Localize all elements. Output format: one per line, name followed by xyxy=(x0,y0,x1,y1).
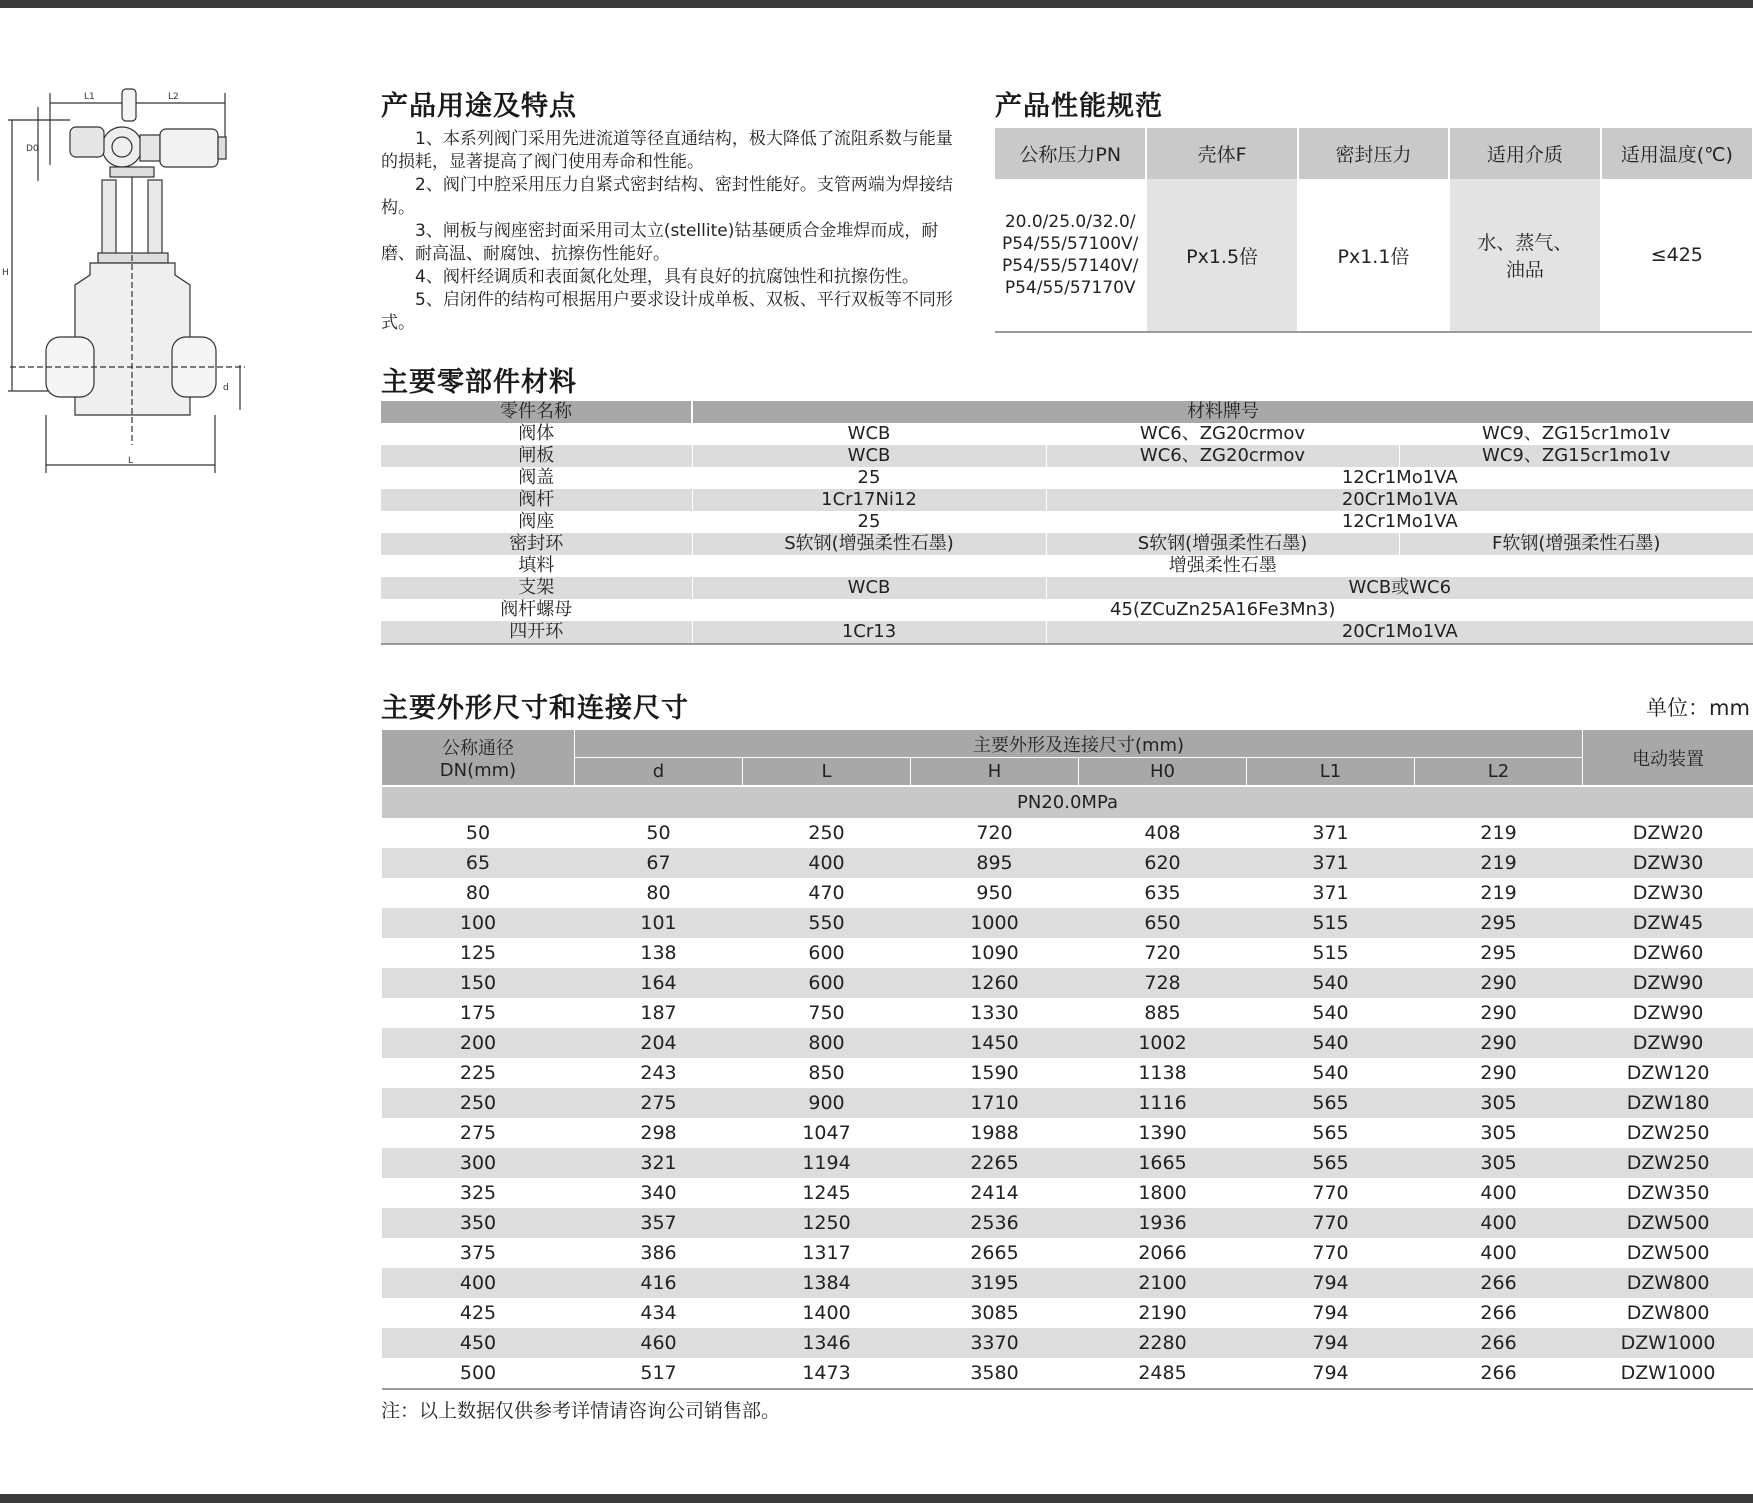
medium-line: 油品 xyxy=(1505,259,1544,281)
dims-cell: 720 xyxy=(1144,942,1181,964)
dims-cell: 371 xyxy=(1312,882,1349,904)
perf-header: 适用温度(℃) xyxy=(1601,128,1752,179)
table-row xyxy=(382,1298,1753,1328)
table-row xyxy=(382,908,1753,938)
dims-cell: 219 xyxy=(1415,848,1583,878)
dims-cell: 450 xyxy=(382,1328,575,1358)
dims-cell: 1473 xyxy=(743,1358,911,1389)
dims-cell: 219 xyxy=(1480,882,1517,904)
perf-table xyxy=(995,128,1752,333)
dims-cell: 794 xyxy=(1247,1328,1415,1358)
material-cell: WCB xyxy=(692,577,1046,599)
dims-cell: DZW500 xyxy=(1626,1242,1710,1264)
table-row xyxy=(382,878,1753,908)
dims-cell: DZW30 xyxy=(1583,848,1753,878)
table-row xyxy=(382,998,1753,1028)
material-cell: F软钢(增强柔性石墨) xyxy=(1399,533,1753,555)
dims-cell: 434 xyxy=(640,1302,677,1324)
dims-cell: DZW180 xyxy=(1583,1088,1753,1118)
part-name: 闸板 xyxy=(381,445,692,467)
dims-cell: 515 xyxy=(1312,942,1349,964)
footnote: 注：以上数据仅供参考详情请咨询公司销售部。 xyxy=(381,1400,781,1422)
dims-cell: 200 xyxy=(382,1028,575,1058)
perf-pressure xyxy=(995,179,1146,332)
dims-cell: 175 xyxy=(459,1002,497,1024)
material-cell: 25 xyxy=(692,511,1046,533)
dims-cell: 400 xyxy=(743,848,911,878)
dims-cell: 1590 xyxy=(970,1062,1019,1084)
dims-cell: 635 xyxy=(1144,882,1181,904)
dims-cell: 1384 xyxy=(743,1268,911,1298)
perf-header: 壳体F xyxy=(1146,128,1297,179)
unit-label: 单位：mm xyxy=(1646,696,1750,720)
perf-shell: Px1.5倍 xyxy=(1146,179,1297,332)
material-cell: WC6、ZG20crmov xyxy=(1046,423,1399,445)
dims-cell: 2536 xyxy=(911,1208,1079,1238)
dims-cell: 290 xyxy=(1480,1002,1517,1024)
material-cell: 1Cr17Ni12 xyxy=(692,489,1046,511)
dims-cell: 80 xyxy=(465,882,491,904)
dims-cell: 100 xyxy=(382,908,575,938)
materials-table xyxy=(381,401,1753,645)
dims-cell: 470 xyxy=(808,882,845,904)
dims-cell: 2485 xyxy=(1079,1358,1247,1389)
part-name: 填料 xyxy=(518,555,555,576)
dn-header-line: 公称通径 xyxy=(442,738,514,759)
dims-cell: 620 xyxy=(1079,848,1247,878)
dims-cell: 515 xyxy=(1247,908,1415,938)
material-cell: WCB或WC6 xyxy=(1046,577,1753,599)
dims-cell: 1390 xyxy=(1138,1122,1187,1144)
dims-cell: 1665 xyxy=(1079,1148,1247,1178)
dims-cell: 50 xyxy=(646,822,671,844)
dims-cell: DZW500 xyxy=(1583,1208,1753,1238)
dims-cell: DZW1000 xyxy=(1583,1328,1753,1358)
dims-cell: 2100 xyxy=(1079,1268,1247,1298)
material-cell: S软钢(增强柔性石墨) xyxy=(692,533,1046,555)
dims-cell: 2265 xyxy=(911,1148,1079,1178)
dims-cell: 305 xyxy=(1415,1148,1583,1178)
dims-cell: 460 xyxy=(575,1328,743,1358)
materials-header-part: 零件名称 xyxy=(381,401,692,423)
dims-cell: 895 xyxy=(911,848,1079,878)
dims-cell: 350 xyxy=(382,1208,575,1238)
dims-cell: 565 xyxy=(1247,1148,1415,1178)
feature-item: 2、阀门中腔采用压力自紧式密封结构、密封性能好。支管两端为焊接结构。 xyxy=(381,175,953,218)
dims-cell: DZW120 xyxy=(1626,1062,1710,1084)
dims-cell: DZW90 xyxy=(1583,968,1753,998)
dims-cell: 2414 xyxy=(970,1182,1019,1204)
dims-cell: 540 xyxy=(1247,1028,1415,1058)
dims-cell: 164 xyxy=(575,968,743,998)
dims-cell: 295 xyxy=(1480,942,1517,964)
dims-cell: 728 xyxy=(1079,968,1247,998)
dims-cell: DZW800 xyxy=(1626,1302,1710,1324)
table-row xyxy=(382,1148,1753,1178)
dims-cell: 950 xyxy=(976,882,1013,904)
table-row xyxy=(382,1028,1753,1058)
dims-cell: 1936 xyxy=(1079,1208,1247,1238)
dims-cell: 408 xyxy=(1144,822,1181,844)
dims-cell: DZW45 xyxy=(1583,908,1753,938)
material-cell: 1Cr13 xyxy=(692,621,1046,644)
dims-cell: 138 xyxy=(640,942,677,964)
dims-cell: 540 xyxy=(1247,968,1415,998)
dims-cell: 517 xyxy=(575,1358,743,1389)
valve-drawing xyxy=(0,85,260,485)
material-cell: WC9、ZG15cr1mo1v xyxy=(1399,445,1753,467)
dims-cell: 266 xyxy=(1480,1302,1517,1324)
dims-cell: 794 xyxy=(1247,1358,1415,1389)
dims-cell: 275 xyxy=(459,1122,497,1144)
dims-cell: 770 xyxy=(1312,1242,1349,1264)
dims-cell: 371 xyxy=(1312,822,1349,844)
table-row xyxy=(382,1118,1753,1148)
feature-item: 5、启闭件的结构可根据用户要求设计成单板、双板、平行双板等不同形式。 xyxy=(381,290,953,333)
pressure-line: P54/55/57140V/ xyxy=(1001,256,1139,276)
dims-cell: 1317 xyxy=(802,1242,851,1264)
device-header: 电动装置 xyxy=(1583,730,1753,787)
dims-cell: 321 xyxy=(575,1148,743,1178)
drawing-label-d: d xyxy=(223,383,229,393)
table-row xyxy=(382,1238,1753,1268)
dims-cell: 770 xyxy=(1312,1182,1349,1204)
features-list xyxy=(381,128,966,335)
dims-cell: 416 xyxy=(575,1268,743,1298)
dims-cell: 600 xyxy=(743,968,911,998)
dims-cell: 219 xyxy=(1480,822,1517,844)
dims-cell: 80 xyxy=(646,882,671,904)
perf-temp: ≤425 xyxy=(1601,179,1752,332)
dn-header-line: DN(mm) xyxy=(439,760,517,781)
material-cell: 45(ZCuZn25A16Fe3Mn3) xyxy=(692,599,1753,621)
dims-cell: 300 xyxy=(382,1148,575,1178)
drawing-label-l: L xyxy=(128,456,134,466)
dims-cell: 50 xyxy=(465,822,491,844)
dims-cell: 290 xyxy=(1415,968,1583,998)
dims-cell: 650 xyxy=(1079,908,1247,938)
dims-cell: 400 xyxy=(1480,1182,1517,1204)
dims-cell: DZW20 xyxy=(1632,822,1704,844)
material-cell: WCB xyxy=(692,423,1046,445)
table-row xyxy=(382,1208,1753,1238)
feature-item: 4、阀杆经调质和表面氮化处理，具有良好的抗腐蚀性和抗擦伤性。 xyxy=(415,267,919,287)
perf-header: 公称压力PN xyxy=(995,128,1146,179)
sub-header: H xyxy=(911,758,1079,787)
dims-cell: 3580 xyxy=(911,1358,1079,1389)
drawing-label-h: H xyxy=(2,268,9,278)
dims-cell: 794 xyxy=(1312,1302,1349,1324)
pressure-line: 20.0/25.0/32.0/ xyxy=(1004,212,1136,232)
sub-header: L xyxy=(743,758,911,787)
dims-cell: 800 xyxy=(743,1028,911,1058)
material-cell: WC6、ZG20crmov xyxy=(1046,445,1399,467)
dims-cell: 600 xyxy=(808,942,845,964)
dims-cell: 243 xyxy=(640,1062,677,1084)
dims-cell: 295 xyxy=(1415,908,1583,938)
drawing-label-d0: D0 xyxy=(26,144,39,154)
pressure-line: P54/55/57170V xyxy=(1004,278,1136,298)
perf-medium xyxy=(1449,179,1600,332)
dims-cell: 400 xyxy=(1415,1208,1583,1238)
part-name: 阀杆螺母 xyxy=(500,599,573,620)
perf-header: 适用介质 xyxy=(1449,128,1600,179)
dims-cell: 1800 xyxy=(1138,1182,1187,1204)
sub-header: L1 xyxy=(1247,758,1415,787)
perf-title: 产品性能规范 xyxy=(995,91,1163,122)
dims-cell: 565 xyxy=(1247,1088,1415,1118)
drawing-label-l1: L1 xyxy=(84,92,95,102)
material-cell: 20Cr1Mo1VA xyxy=(1046,489,1753,511)
table-row xyxy=(382,1058,1753,1088)
pressure-section-label: PN20.0MPa xyxy=(382,786,1753,818)
dims-cell: 1260 xyxy=(911,968,1079,998)
drawing-label-l2: L2 xyxy=(168,92,179,102)
material-cell: 12Cr1Mo1VA xyxy=(1046,511,1753,533)
dims-cell: 1400 xyxy=(802,1302,851,1324)
dims-cell: 770 xyxy=(1247,1208,1415,1238)
dims-cell: 1138 xyxy=(1138,1062,1187,1084)
dims-cell: 290 xyxy=(1480,1062,1517,1084)
table-row xyxy=(382,1178,1753,1208)
table-row xyxy=(382,818,1753,848)
dims-rows xyxy=(382,818,1753,1389)
dims-cell: 750 xyxy=(808,1002,845,1024)
dims-cell: 2190 xyxy=(1138,1302,1187,1324)
part-name: 支架 xyxy=(381,577,692,599)
dims-cell: 101 xyxy=(575,908,743,938)
dims-cell: 250 xyxy=(808,822,845,844)
dims-cell: 1002 xyxy=(1079,1028,1247,1058)
dn-header xyxy=(382,730,575,787)
dims-cell: 3085 xyxy=(970,1302,1019,1324)
material-cell: WC9、ZG15cr1mo1v xyxy=(1399,423,1753,445)
dims-cell: 275 xyxy=(575,1088,743,1118)
material-cell: S软钢(增强柔性石墨) xyxy=(1046,533,1399,555)
dims-cell: 1090 xyxy=(970,942,1019,964)
dims-cell: 250 xyxy=(382,1088,575,1118)
dims-table xyxy=(381,729,1753,1390)
material-cell: 20Cr1Mo1VA xyxy=(1046,621,1753,644)
dims-cell: 371 xyxy=(1247,848,1415,878)
dims-cell: 357 xyxy=(575,1208,743,1238)
table-row xyxy=(382,968,1753,998)
table-row xyxy=(382,1328,1753,1358)
dims-cell: DZW90 xyxy=(1583,1028,1753,1058)
dims-cell: 1250 xyxy=(743,1208,911,1238)
dims-cell: DZW350 xyxy=(1626,1182,1710,1204)
dims-cell: 720 xyxy=(976,822,1013,844)
dims-cell: DZW250 xyxy=(1626,1122,1710,1144)
material-cell: 25 xyxy=(692,467,1046,489)
dims-cell: 850 xyxy=(808,1062,845,1084)
dims-cell: DZW800 xyxy=(1583,1268,1753,1298)
dims-cell: DZW1000 xyxy=(1583,1358,1753,1389)
dims-cell: 885 xyxy=(1144,1002,1181,1024)
dims-cell: 305 xyxy=(1415,1088,1583,1118)
dims-cell: 266 xyxy=(1415,1268,1583,1298)
materials-title: 主要零部件材料 xyxy=(381,367,577,398)
dims-cell: 1000 xyxy=(911,908,1079,938)
dims-cell: 298 xyxy=(640,1122,677,1144)
dims-cell: 550 xyxy=(743,908,911,938)
sub-header: L2 xyxy=(1415,758,1583,787)
part-name: 密封环 xyxy=(381,533,692,555)
dims-cell: 1330 xyxy=(970,1002,1019,1024)
dims-cell: 2066 xyxy=(1138,1242,1187,1264)
part-name: 四开环 xyxy=(381,621,692,644)
dims-cell: 150 xyxy=(382,968,575,998)
perf-header: 密封压力 xyxy=(1298,128,1449,179)
dims-cell: 386 xyxy=(640,1242,677,1264)
material-cell: 增强柔性石墨 xyxy=(692,555,1753,577)
material-cell: 12Cr1Mo1VA xyxy=(1046,467,1753,489)
sub-header: d xyxy=(575,758,743,787)
top-bar xyxy=(0,0,1753,8)
dims-cell: 1346 xyxy=(743,1328,911,1358)
table-row xyxy=(382,1088,1753,1118)
dims-cell: 266 xyxy=(1415,1358,1583,1389)
bottom-bar xyxy=(0,1494,1753,1503)
dims-cell: 1710 xyxy=(911,1088,1079,1118)
dims-cell: 1245 xyxy=(802,1182,851,1204)
dims-cell: 2665 xyxy=(970,1242,1019,1264)
dims-cell: 225 xyxy=(459,1062,497,1084)
dims-cell: 266 xyxy=(1415,1328,1583,1358)
medium-line: 水、蒸气、 xyxy=(1477,232,1573,254)
dims-cell: DZW60 xyxy=(1632,942,1704,964)
dims-cell: 187 xyxy=(640,1002,677,1024)
dims-cell: 3370 xyxy=(911,1328,1079,1358)
dims-cell: 1116 xyxy=(1079,1088,1247,1118)
materials-header-grade: 材料牌号 xyxy=(692,401,1753,423)
sub-header: H0 xyxy=(1079,758,1247,787)
dims-cell: 325 xyxy=(459,1182,497,1204)
dims-cell: DZW90 xyxy=(1632,1002,1704,1024)
table-row xyxy=(382,1358,1753,1389)
dims-cell: 400 xyxy=(382,1268,575,1298)
material-cell: WCB xyxy=(692,445,1046,467)
dims-cell: 290 xyxy=(1415,1028,1583,1058)
group-header: 主要外形及连接尺寸(mm) xyxy=(575,730,1583,758)
dims-cell: 540 xyxy=(1312,1002,1349,1024)
dims-cell: 125 xyxy=(459,942,497,964)
dims-cell: 375 xyxy=(459,1242,497,1264)
dims-cell: 340 xyxy=(640,1182,677,1204)
dims-cell: 204 xyxy=(575,1028,743,1058)
table-row xyxy=(382,1268,1753,1298)
dims-cell: 1450 xyxy=(911,1028,1079,1058)
dims-cell: 3195 xyxy=(911,1268,1079,1298)
dims-cell: 1194 xyxy=(743,1148,911,1178)
feature-item: 1、本系列阀门采用先进流道等径直通结构，极大降低了流阻系数与能量的损耗，显著提高了阀门使用寿命和性能。 xyxy=(381,129,953,172)
dims-title: 主要外形尺寸和连接尺寸 xyxy=(381,693,689,724)
perf-seal: Px1.1倍 xyxy=(1298,179,1449,332)
dims-cell: 794 xyxy=(1247,1268,1415,1298)
part-name: 阀杆 xyxy=(381,489,692,511)
dims-cell: 1047 xyxy=(802,1122,851,1144)
dims-cell: 900 xyxy=(743,1088,911,1118)
dims-cell: DZW250 xyxy=(1583,1148,1753,1178)
dims-cell: 65 xyxy=(382,848,575,878)
feature-item: 3、闸板与阀座密封面采用司太立(stellite)钴基硬质合金堆焊而成，耐磨、耐高温、耐腐蚀、抗擦伤性能好。 xyxy=(381,221,939,264)
dims-cell: 500 xyxy=(382,1358,575,1389)
table-row xyxy=(382,938,1753,968)
part-name: 阀体 xyxy=(518,423,555,444)
dims-cell: 2280 xyxy=(1079,1328,1247,1358)
dims-cell: 425 xyxy=(459,1302,497,1324)
features-title: 产品用途及特点 xyxy=(381,91,577,122)
dims-cell: DZW30 xyxy=(1632,882,1704,904)
dims-cell: 1988 xyxy=(970,1122,1019,1144)
part-name: 阀盖 xyxy=(518,467,555,488)
table-row xyxy=(382,848,1753,878)
pressure-line: P54/55/57100V/ xyxy=(1001,234,1139,254)
dims-cell: 565 xyxy=(1312,1122,1349,1144)
dims-cell: 400 xyxy=(1480,1242,1517,1264)
dims-cell: 67 xyxy=(575,848,743,878)
dims-cell: 540 xyxy=(1312,1062,1349,1084)
part-name: 阀座 xyxy=(518,511,555,532)
dims-cell: 305 xyxy=(1480,1122,1517,1144)
